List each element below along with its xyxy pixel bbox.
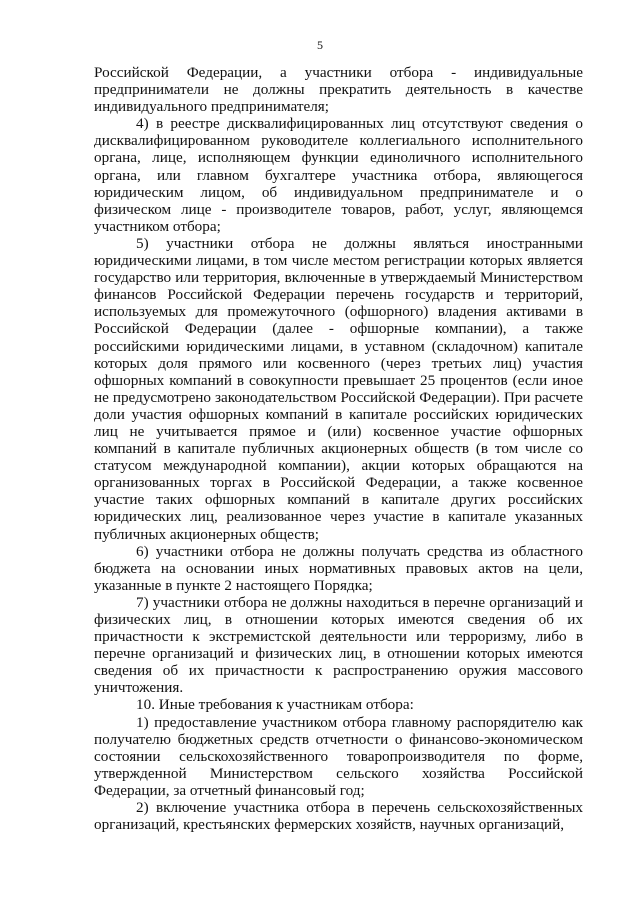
paragraph-continuation: Российской Федерации, а участники отбора - индивидуальные предприниматели не должны прекратить деятельность в качестве индивидуального предпринимателя; [94,64,583,116]
paragraph-subitem-2: 2) включение участника отбора в перечень сельскохозяйственных организаций, крестьянских фермерских хозяйств, научных организаций, [94,799,583,834]
section-heading-10: 10. Иные требования к участникам отбора: [136,696,414,714]
page-number: 5 [317,38,323,52]
paragraph-item-5: 5) участники отбора не должны являться иностранными юридическими лицами, в том числе местом регистрации которых является государство или территория, включенные в утверждаемый Министерством финансов Российской Федерации перечень государств и территорий, используемых для промежуточного (офшорного) владения активами в Российской Федерации (далее - офшорные компании), а также российскими юридическими лицами, в уставном (складочном) капитале которых доля прямого или косвенного (через третьих лиц) участия офшорных компаний в совокупности превышает 25 процентов (если иное не предусмотрено законодательством Российской Федерации). При расчете доли участия офшорных компаний в капитале российских юридических лиц не учитывается прямое и (или) косвенное участие офшорных компаний в капитале публичных акционерных обществ (в том числе со статусом международной компании), акции которых обращаются на организованных торгах в Российской Федерации, а также косвенное участие таких офшорных компаний в капитале других российских юридических лиц, реализованное через участие в капитале указанных публичных акционерных обществ; [94,234,583,543]
paragraph-item-7: 7) участники отбора не должны находиться в перечне организаций и физических лиц, в отношении которых имеются сведения об их причастности к экстремистской деятельности или терроризму, либо в перечне организаций и физических лиц, в отношении которых имеются сведения об их причастности к распространению оружия массового уничтожения. [94,593,583,697]
paragraph-item-4: 4) в реестре дисквалифицированных лиц отсутствуют сведения о дисквалифицированном руководителе коллегиального исполнительного органа, лице, исполняющем функции единоличного исполнительного органа, или главном бухгалтере участника отбора, являющегося юридическим лицом, об индивидуальном предпринимателе и о физическом лице - производителе товаров, работ, услуг, являющемся участником отбора; [94,115,583,235]
paragraph-subitem-1: 1) предоставление участником отбора главному распорядителю как получателю бюджетных средств отчетности о финансово-экономическом состоянии сельскохозяйственного товаропроизводителя по форме, утвержденной Министерством сельского хозяйства Российской Федерации, за отчетный финансовый год; [94,713,583,799]
paragraph-item-6: 6) участники отбора не должны получать средства из областного бюджета на основании иных нормативных правовых актов на цели, указанные в пункте 2 настоящего Порядка; [94,542,583,594]
document-body [94,64,583,833]
